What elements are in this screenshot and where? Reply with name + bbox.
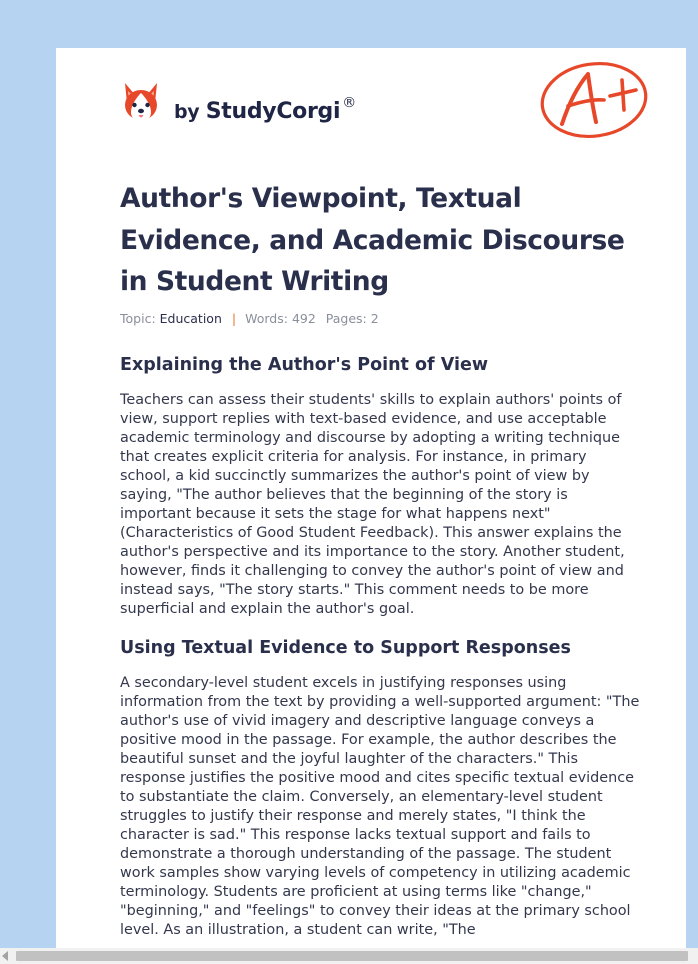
scroll-left-arrow-icon[interactable] (2, 951, 8, 961)
words-label: Words: (245, 311, 288, 326)
section-paragraph: A secondary-level student excels in justifying responses using information from the text by providing a well-supported argument: "The author's use of vivid imagery and descriptive language conveys a positive mood in the passage. For example, the author describes the beautiful sunset and the joyful laughter of the characters." This response justifies the positive mood and cites specific textual evidence to substantiate the claim. Conversely, an elementary-level student struggles to justify their response and merely states, "I think the character is sad." This response lacks textual support and fails to demonstrate a thorough understanding of the passage. The student work samples show varying levels of competency in utilizing academic terminology. Students are proficient at using terms like "change," "beginning," and "feelings" to convey their ideas at the primary school level. As an illustration, a student can write, "The (120, 675, 640, 938)
brand-name (174, 95, 356, 124)
horizontal-scrollbar[interactable] (0, 948, 698, 964)
section-heading: Using Textual Evidence to Support Responses (120, 638, 571, 658)
pages-count: 2 (370, 311, 379, 326)
pages-label: Pages: (325, 311, 367, 326)
corgi-head-icon (122, 81, 160, 125)
document-meta (120, 311, 379, 326)
topic-link[interactable]: Education (159, 311, 222, 326)
words-count: 492 (291, 311, 316, 326)
brand-wordmark: StudyCorgi (205, 98, 341, 124)
meta-separator: | (231, 311, 237, 326)
brand-prefix: by (174, 100, 206, 123)
section-heading: Explaining the Author's Point of View (120, 355, 489, 375)
topic-label: Topic: (120, 311, 156, 326)
document-page (56, 48, 686, 964)
scrollbar-thumb[interactable] (16, 951, 688, 961)
a-plus-grade-icon (538, 58, 650, 140)
registered-mark: ® (342, 94, 356, 111)
brand-header[interactable] (122, 78, 356, 128)
document-title: Author's Viewpoint, Textual Evidence, and Academic Discourse in Student Writing (120, 183, 625, 297)
section-paragraph: Teachers can assess their students' skills to explain authors' points of view, support replies with text-based evidence, and use acceptable academic terminology and discourse by adopting a writing technique that creates explicit criteria for analysis. For instance, in primary school, a kid succinctly summarizes the author's point of view by saying, "The author believes that the beginning of the story is important because it sets the stage for what happens next" (Characteristics of Good Student Feedback). This answer explains the author's perspective and its importance to the story. Another student, however, finds it challenging to convey the author's point of view and instead says, "The story starts." This comment needs to be more superficial and explain the author's goal. (120, 392, 625, 617)
